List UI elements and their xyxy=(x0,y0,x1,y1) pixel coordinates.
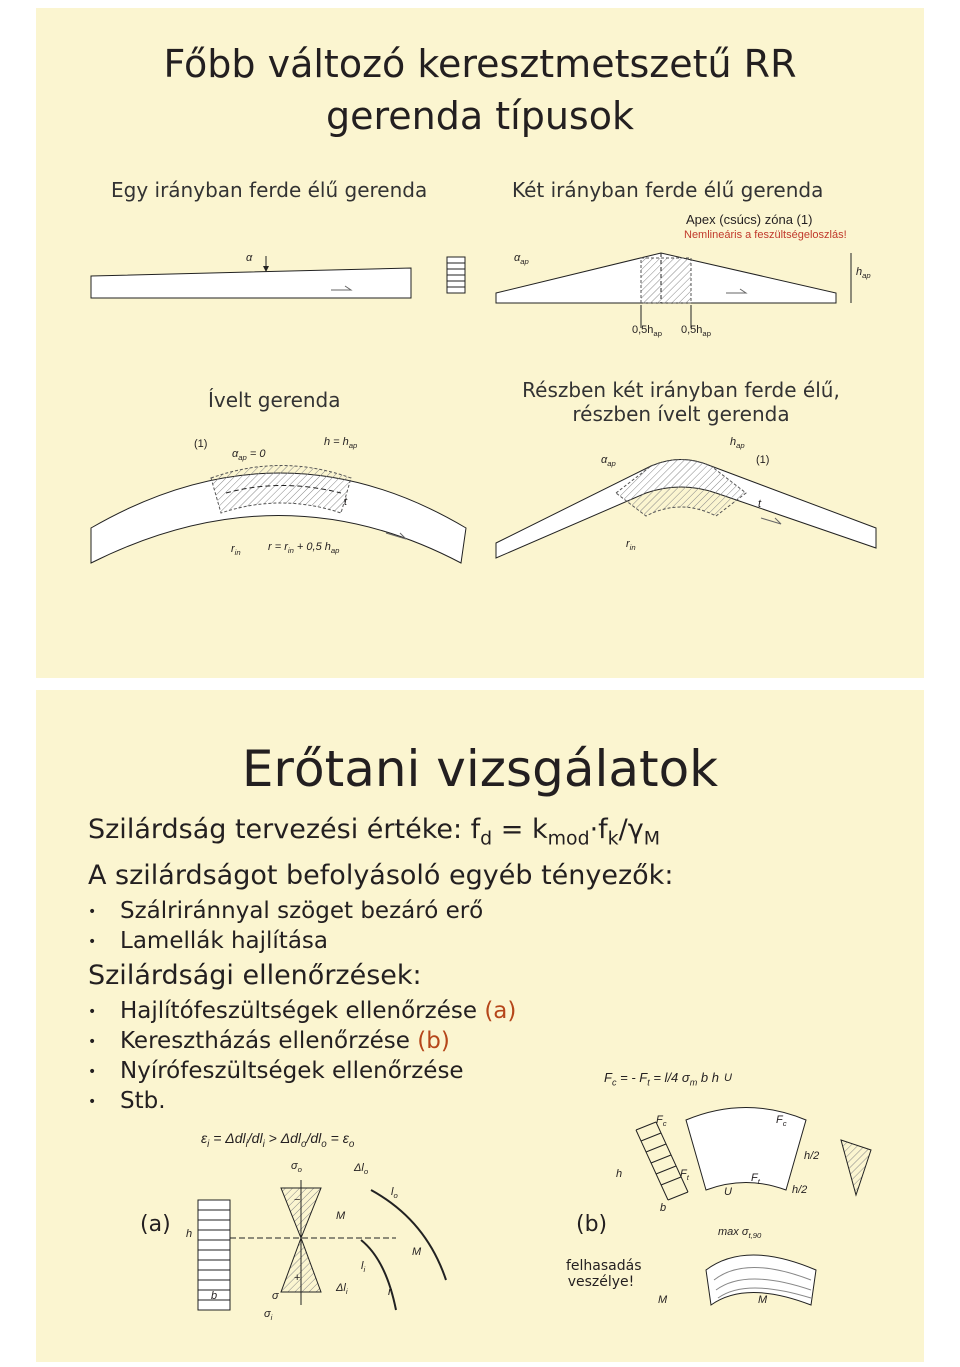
alpha-ap-label-2: $\alpha_{ap}$ xyxy=(601,454,616,469)
plus-sign: + xyxy=(294,1272,301,1284)
apex-zone-label: Apex (csúcs) zóna (1) xyxy=(686,212,813,227)
h-label-a: h xyxy=(186,1228,193,1240)
double-taper-label: Két irányban ferde élű gerenda xyxy=(512,178,824,202)
minus-sign: − xyxy=(294,1194,301,1206)
strain-formula: $\varepsilon_i = \Delta dl_i/dl_i > \Delta dl_o/dl_o = \varepsilon_o$ xyxy=(201,1130,355,1150)
sigma-o-label: $\sigma_o$ xyxy=(291,1160,302,1175)
check-item: • Stb. xyxy=(88,1088,166,1114)
check-item: • Hajlítófeszültségek ellenőrzése (a) xyxy=(88,998,517,1024)
li-label: $l_i$ xyxy=(361,1260,366,1275)
nonlinear-warning: Nemlineáris a feszültségeloszlás! xyxy=(684,229,847,241)
fc-label: $F_c$ xyxy=(656,1114,667,1129)
label-1-right: (1) xyxy=(756,454,770,466)
m-label-2: M xyxy=(412,1246,422,1258)
alpha-ap-zero: $\alpha_{ap} = 0$ xyxy=(232,448,266,463)
ft-label: $F_t$ xyxy=(680,1168,689,1183)
h-ap-label-2: $h_{ap}$ xyxy=(730,436,745,451)
b-label-b: b xyxy=(660,1202,667,1214)
title-line-2: gerenda típusok xyxy=(326,94,634,138)
slide-strength-checks xyxy=(36,690,924,1362)
m-label-4: M xyxy=(758,1294,768,1306)
ft-label-2: $F_t$ xyxy=(751,1172,760,1187)
sigma-i-label: $\sigma_i$ xyxy=(264,1308,273,1323)
b-label-a: b xyxy=(211,1290,218,1302)
fc-label-2: $F_c$ xyxy=(776,1114,787,1129)
m-label-3: M xyxy=(658,1294,668,1306)
factors-heading: A szilárdságot befolyásoló egyéb tényezők: xyxy=(88,860,674,891)
alpha-ap-label: $\alpha_{ap}$ xyxy=(514,252,529,267)
h-half-label-2: h/2 xyxy=(792,1184,808,1196)
factor-item: • Lamellák hajlítása xyxy=(88,928,328,954)
sigma-label: σ xyxy=(272,1290,279,1302)
h-eq-label: $h = h_{ap}$ xyxy=(324,436,358,451)
h-ap-label: $h_{ap}$ xyxy=(856,266,871,281)
cross-section-icon xyxy=(446,256,468,296)
t-label-left: t xyxy=(344,496,348,508)
pitched-curved-diagram xyxy=(491,448,891,558)
title-line-1: Főbb változó keresztmetszetű RR xyxy=(163,42,797,86)
check-item: • Keresztházás ellenőrzése (b) xyxy=(88,1028,450,1054)
pitched-curved-label: Részben két irányban ferde élű, részben ívelt gerenda xyxy=(522,378,840,426)
label-1-left: (1) xyxy=(194,438,208,450)
slide-beam-types xyxy=(36,8,924,678)
h-label-b: h xyxy=(616,1168,623,1180)
m-label-1: M xyxy=(336,1210,346,1222)
strength-formula: Szilárdság tervezési értéke: $f_d = k_{mod}\cdot f_k/\gamma_M$ xyxy=(88,814,660,850)
fc-formula: $F_c$ = - $F_t = l/4$ $\sigma_m$ b h xyxy=(604,1070,719,1088)
check-item: • Nyírófeszültségek ellenőrzése xyxy=(88,1058,464,1084)
u-label-top: U xyxy=(724,1072,732,1084)
r-in-label-2: $r_{in}$ xyxy=(626,538,636,553)
r-label: r xyxy=(388,1286,392,1298)
slide-title xyxy=(36,38,924,142)
danger-note: felhasadás veszélye! xyxy=(566,1258,642,1290)
label-a: (a) xyxy=(140,1212,171,1237)
half-h-right: $0,5h_{ap}$ xyxy=(681,324,711,339)
r-formula-label: $r = r_{in} + 0,5$ $h_{ap}$ xyxy=(268,541,340,556)
half-h-left: $0,5h_{ap}$ xyxy=(632,324,662,339)
max-sigma-label: $\max \sigma_{t,90}$ xyxy=(718,1226,762,1241)
factor-item: • Szálriránnyal szöget bezáró erő xyxy=(88,898,484,924)
curved-label: Ívelt gerenda xyxy=(208,388,341,412)
slide-title-2: Erőtani vizsgálatok xyxy=(241,740,719,798)
alpha-label: α xyxy=(246,252,253,264)
dlo-label: $\Delta l_o$ xyxy=(354,1162,369,1177)
r-in-label: $r_{in}$ xyxy=(231,543,241,558)
dli-label: $\Delta l_i$ xyxy=(336,1282,348,1297)
lo-label: $l_o$ xyxy=(391,1186,398,1201)
h-half-label: h/2 xyxy=(804,1150,820,1162)
single-taper-label: Egy irányban ferde élű gerenda xyxy=(111,178,428,202)
bending-diagram xyxy=(186,1160,446,1340)
u-label-bottom: U xyxy=(724,1186,732,1198)
label-b: (b) xyxy=(576,1212,608,1237)
checks-heading: Szilárdsági ellenőrzések: xyxy=(88,960,422,991)
t-label-right: t xyxy=(758,498,762,510)
